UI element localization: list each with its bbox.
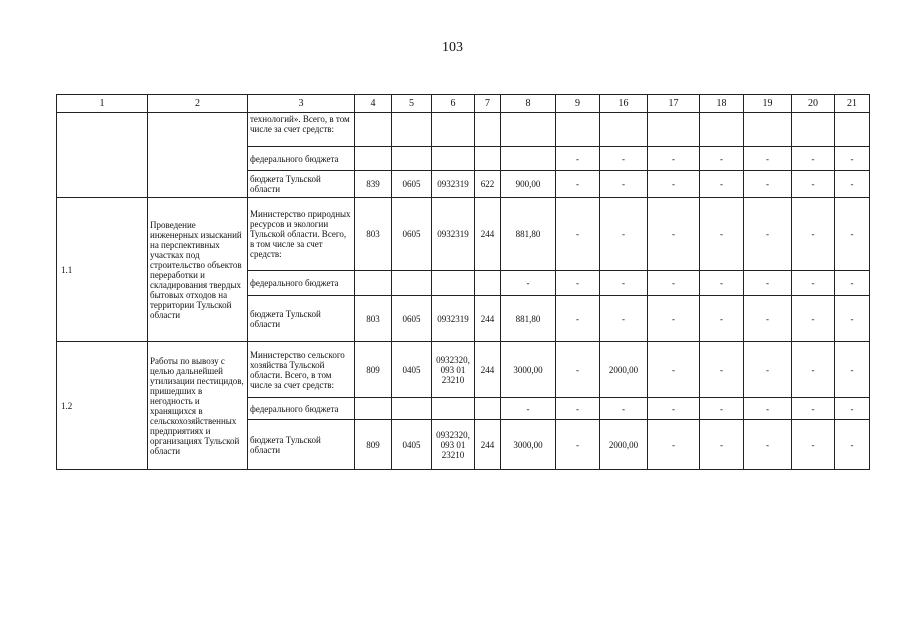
col-header: 18	[700, 95, 744, 113]
source-cell: федерального бюджета	[248, 398, 355, 420]
col-header: 4	[355, 95, 392, 113]
col-header: 7	[475, 95, 501, 113]
source-cell: федерального бюджета	[248, 271, 355, 296]
table-row: федерального бюджета - - - - - - -	[57, 147, 870, 171]
budget-table	[56, 94, 870, 470]
col-header: 17	[648, 95, 700, 113]
source-cell: технологий». Всего, в том числе за счет средств:	[248, 113, 355, 147]
col-header: 1	[57, 95, 148, 113]
table-row: 1.2 Работы по вывозу с целью дальнейшей утилизации пестицидов, пришедших в негодность и хранящихся в сельскохозяйственных предприятиях и организациях Тульской области Министерство сельского хозяйства Тульской области. Всего, в том числе за счет средств: 809 0405 0932320, 093 01 23210 244 3000,00 - 2000,00 - - - - -	[57, 342, 870, 398]
source-cell: Министерство сельского хозяйства Тульской области. Всего, в том числе за счет средств:	[248, 342, 355, 398]
source-cell: Министерство природных ресурсов и экологии Тульской области. Всего, в том числе за счет средств:	[248, 198, 355, 271]
header-row	[57, 95, 870, 113]
table-row: бюджета Тульской области 809 0405 0932320, 093 01 23210 244 3000,00 - 2000,00 - - - - -	[57, 420, 870, 470]
source-cell: бюджета Тульской области	[248, 296, 355, 342]
col-header: 16	[600, 95, 648, 113]
col-header: 20	[792, 95, 835, 113]
col-header: 3	[248, 95, 355, 113]
row-number-cell: 1.2	[57, 342, 148, 470]
table-row: федерального бюджета - - - - - - - -	[57, 271, 870, 296]
col-header: 9	[556, 95, 600, 113]
row-number-cell	[57, 113, 148, 198]
source-cell: федерального бюджета	[248, 147, 355, 171]
description-cell: Проведение инженерных изысканий на перспективных участках под строительство объектов переработки и складирования твердых бытовых отходов на территории Тульской области	[148, 198, 248, 342]
col-header: 21	[835, 95, 870, 113]
source-cell: бюджета Тульской области	[248, 171, 355, 198]
col-header: 8	[501, 95, 556, 113]
col-header: 5	[392, 95, 432, 113]
table-row	[57, 113, 870, 147]
page-number: 103	[442, 40, 463, 55]
col-header: 19	[744, 95, 792, 113]
table-row: федерального бюджета - - - - - - - -	[57, 398, 870, 420]
description-cell: Работы по вывозу с целью дальнейшей утилизации пестицидов, пришедших в негодность и хранящихся в сельскохозяйственных предприятиях и организациях Тульской области	[148, 342, 248, 470]
description-cell	[148, 113, 248, 198]
col-header: 6	[432, 95, 475, 113]
row-number-cell: 1.1	[57, 198, 148, 342]
col-header: 2	[148, 95, 248, 113]
table-row: 1.1 Проведение инженерных изысканий на перспективных участках под строительство объектов переработки и складирования твердых бытовых отходов на территории Тульской области Министерство природных ресурсов и экологии Тульской области. Всего, в том числе за счет средств: 803 0605 0932319 244 881,80 - - - - - - -	[57, 198, 870, 271]
table-row: бюджета Тульской области 803 0605 0932319 244 881,80 - - - - - - -	[57, 296, 870, 342]
source-cell: бюджета Тульской области	[248, 420, 355, 470]
table-row: бюджета Тульской области 839 0605 0932319 622 900,00 - - - - - - -	[57, 171, 870, 198]
